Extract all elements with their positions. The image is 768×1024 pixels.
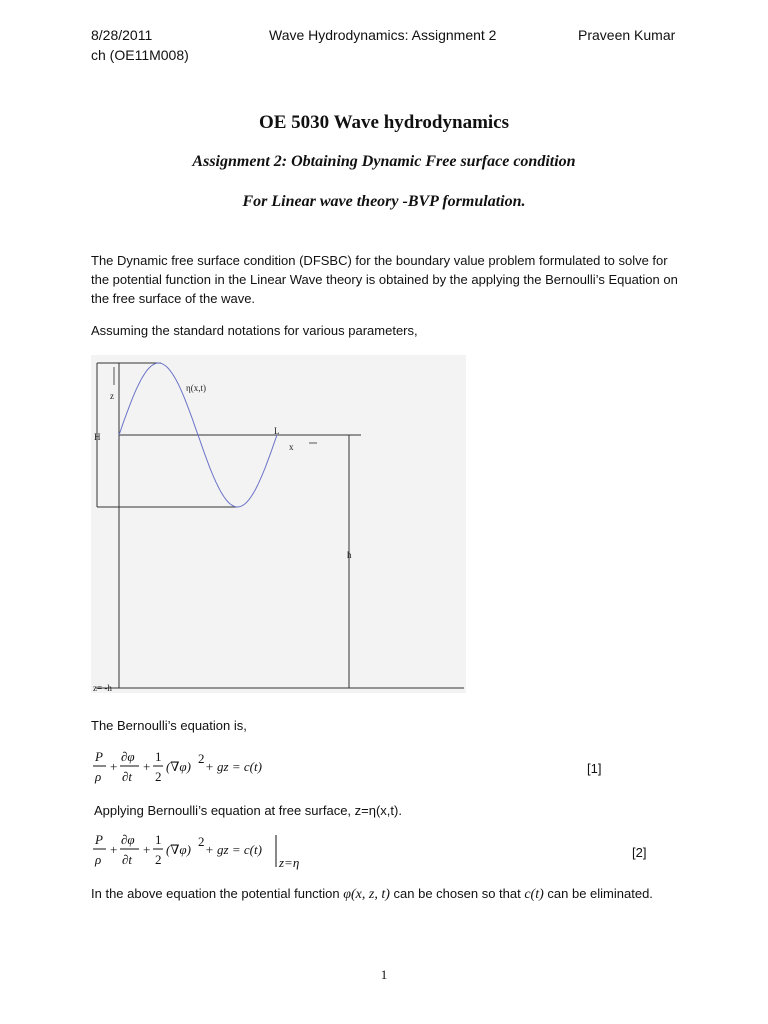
- assignment-subtitle: For Linear wave theory -BVP formulation.: [242, 193, 526, 210]
- header-title: Wave Hydrodynamics: Assignment 2: [269, 27, 497, 43]
- intro-paragraph: The Dynamic free surface condition (DFSBC) for the boundary value problem formulated to solve for the potential function in the Linear Wave theory is obtained by the applying the Bernoulli’s Equation on the free surface of the wave.: [91, 253, 678, 306]
- page-number: 1: [380, 967, 388, 982]
- eta-label: η(x,t): [186, 383, 206, 393]
- eq2-two: 2: [155, 852, 162, 867]
- z-label: z: [110, 391, 114, 401]
- x-label: x: [289, 442, 294, 452]
- eq1-two: 2: [155, 769, 162, 784]
- course-title: OE 5030 Wave hydrodynamics: [258, 112, 510, 133]
- eq2-one: 1: [155, 832, 162, 847]
- bottom-label: z= -h: [93, 683, 112, 693]
- eq1-P: P: [95, 749, 103, 764]
- equation-1: [91, 746, 681, 790]
- equation-2: [91, 829, 681, 873]
- eq1-sq: 2: [198, 751, 205, 766]
- eq2-sub: z=η: [279, 855, 300, 870]
- eq2-rhs: + gz = c(t): [205, 842, 262, 857]
- equation-2-number: [2]: [632, 845, 647, 860]
- wave-diagram: [91, 355, 466, 693]
- L-label: L: [274, 426, 280, 436]
- eq2-P: P: [95, 832, 103, 847]
- H-label: H: [94, 432, 101, 442]
- c-function: c(t): [524, 887, 544, 902]
- eq2-dt: ∂t: [122, 852, 133, 867]
- eq2-dphi: ∂φ: [121, 832, 135, 847]
- apply-intro: Applying Bernoulli’s equation at free surface, z=η(x,t).: [94, 803, 402, 818]
- potential-text-1: In the above equation the potential function: [91, 886, 340, 901]
- eq1-grad: (∇φ): [166, 759, 191, 774]
- eq1-one: 1: [155, 749, 162, 764]
- eq2-rho: ρ: [95, 852, 102, 867]
- assumption-paragraph: Assuming the standard notations for various parameters,: [91, 323, 418, 338]
- header-author-cont: ch (OE11M008): [91, 47, 189, 63]
- h-label: h: [347, 550, 352, 560]
- eq1-dt: ∂t: [122, 769, 133, 784]
- eq2-sq: 2: [198, 834, 205, 849]
- eq1-dphi: ∂φ: [121, 749, 135, 764]
- eq2-grad: (∇φ): [166, 842, 191, 857]
- page-header: [91, 27, 681, 45]
- potential-text-3: can be eliminated.: [547, 886, 653, 901]
- eq1-plus-2: +: [143, 759, 151, 774]
- equation-1-number: [1]: [587, 761, 602, 776]
- header-date: 8/28/2011: [91, 27, 153, 43]
- eq1-rhs: + gz = c(t): [205, 759, 262, 774]
- assignment-title: Assignment 2: Obtaining Dynamic Free surface condition: [192, 153, 576, 170]
- bernoulli-intro: The Bernoulli’s equation is,: [91, 718, 247, 733]
- header-author: Praveen Kumar: [578, 27, 676, 43]
- eq1-rho: ρ: [95, 769, 102, 784]
- eq2-plus-2: +: [143, 842, 151, 857]
- eq1-plus-1: +: [110, 759, 118, 774]
- wave-diagram-svg: [91, 355, 466, 693]
- eq2-plus-1: +: [110, 842, 118, 857]
- potential-text-2: can be chosen so that: [393, 886, 521, 901]
- phi-function: φ(x, z, t): [343, 887, 390, 902]
- potential-paragraph: [91, 884, 681, 904]
